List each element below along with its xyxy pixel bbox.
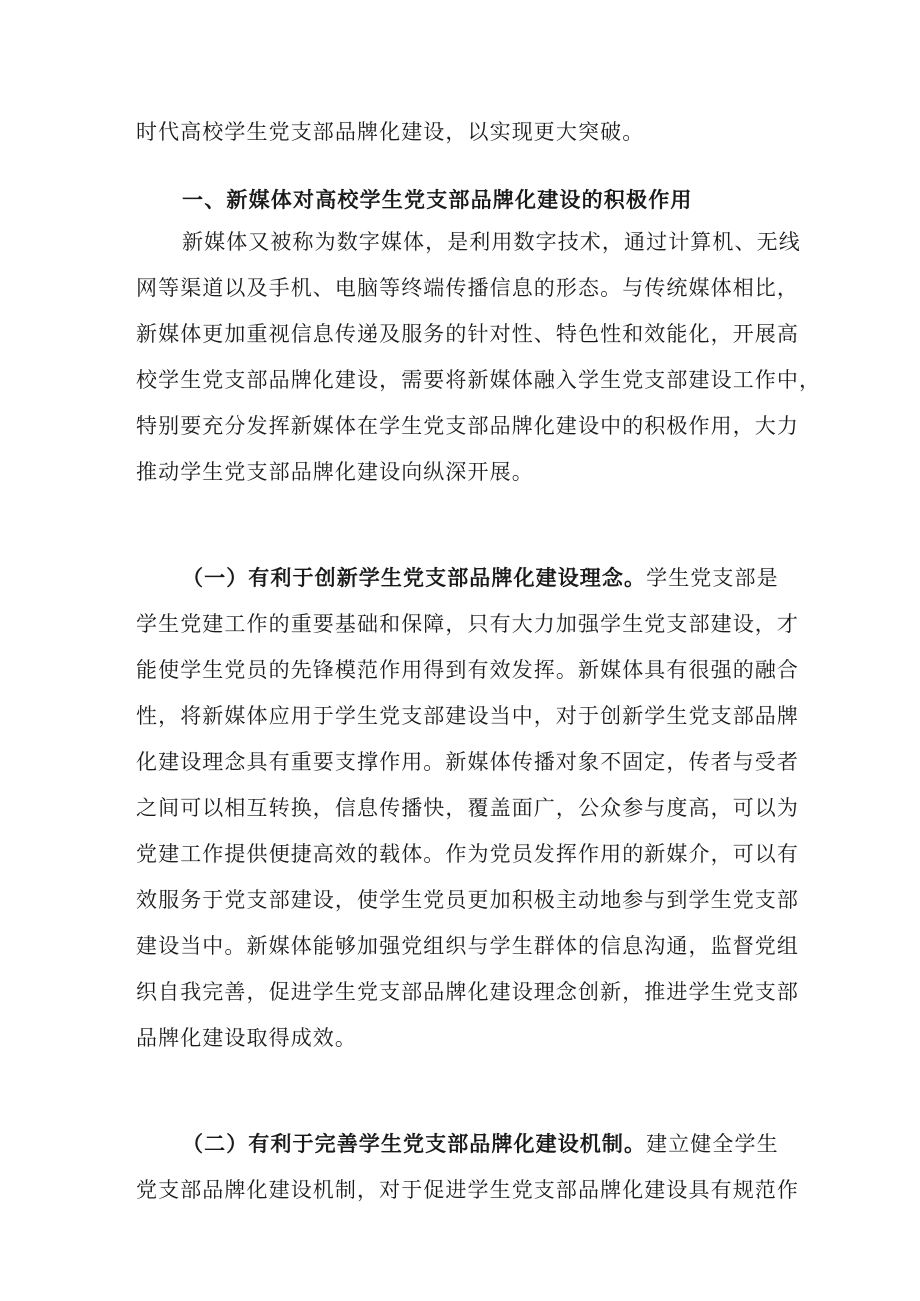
paragraph-lead-rest: 学生党支部是	[646, 566, 779, 590]
paragraph-line: 化建设理念具有重要支撑作用。新媒体传播对象不固定，传者与受者	[136, 750, 799, 774]
continuation-line: 时代高校学生党支部品牌化建设，以实现更大突破。	[136, 120, 645, 144]
paragraph-first-line	[182, 1129, 796, 1159]
paragraph-line: 效服务于党支部建设，使学生党员更加积极主动地参与到学生党支部	[136, 888, 799, 912]
section-heading: 一、新媒体对高校学生党支部品牌化建设的积极作用	[182, 187, 693, 212]
paragraph-lead-rest: 建立健全学生	[646, 1132, 779, 1156]
paragraph-lead: （一）有利于创新学生党支部品牌化建设理念。	[182, 565, 647, 590]
paragraph-line: 网等渠道以及手机、电脑等终端传播信息的形态。与传统媒体相比，	[136, 276, 799, 300]
paragraph-line: 学生党建工作的重要基础和保障，只有大力加强学生党支部建设，才	[136, 612, 799, 636]
paragraph-line: 品牌化建设取得成效。	[136, 1026, 357, 1050]
paragraph-line: 校学生党支部品牌化建设，需要将新媒体融入学生党支部建设工作中，	[136, 368, 822, 392]
paragraph-line: 能使学生党员的先锋模范作用得到有效发挥。新媒体具有很强的融合	[136, 658, 799, 682]
paragraph-line: 党支部品牌化建设机制，对于促进学生党支部品牌化建设具有规范作	[136, 1178, 799, 1202]
paragraph-line: 性，将新媒体应用于学生党支部建设当中，对于创新学生党支部品牌	[136, 704, 799, 728]
paragraph-line: 建设当中。新媒体能够加强党组织与学生群体的信息沟通，监督党组	[136, 934, 799, 958]
paragraph-line: 织自我完善，促进学生党支部品牌化建设理念创新，推进学生党支部	[136, 980, 799, 1004]
paragraph-line: 之间可以相互转换，信息传播快，覆盖面广，公众参与度高，可以为	[136, 796, 799, 820]
paragraph-line: 推动学生党支部品牌化建设向纵深开展。	[136, 460, 534, 484]
paragraph-line: 新媒体更加重视信息传递及服务的针对性、特色性和效能化，开展高	[136, 322, 799, 346]
paragraph-line: 特别要充分发挥新媒体在学生党支部品牌化建设中的积极作用，大力	[136, 414, 799, 438]
paragraph-first-line	[182, 563, 796, 593]
paragraph-lead: （二）有利于完善学生党支部品牌化建设机制。	[182, 1131, 647, 1156]
paragraph-line: 新媒体又被称为数字媒体，是利用数字技术，通过计算机、无线	[182, 230, 801, 254]
paragraph-line: 党建工作提供便捷高效的载体。作为党员发挥作用的新媒介，可以有	[136, 842, 799, 866]
